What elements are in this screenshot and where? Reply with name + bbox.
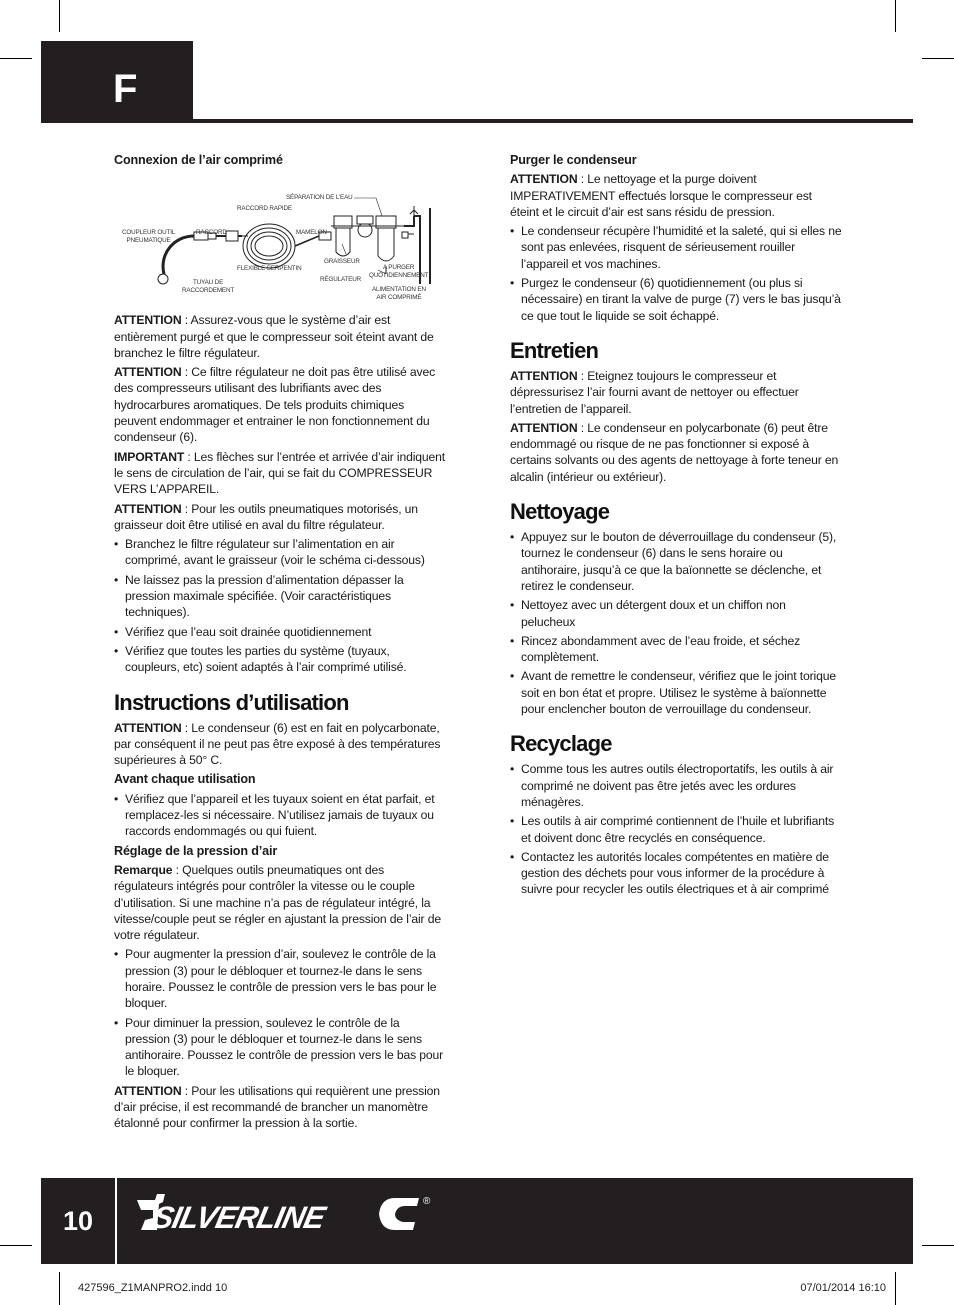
bullet-list [510,223,842,324]
list-item: • Branchez le filtre régulateur sur l’alimentation en air comprimé, avant le graisseur (voir le schéma ci-dessous) [114,536,446,569]
label-nipple: MAMELON [296,229,327,237]
bullet-list [114,946,446,1079]
list-item: • Contactez les autorités locales compétentes en matière de gestion des déchets pour vous informer de la procédure à suivre pour recycler les outils électriques et à air comprimé [510,849,842,898]
list-item: • Le condenseur récupère l’humidité et la saleté, qui si elles ne sont pas enlevées, risquent de sérieusement rouiller l’appareil et vos machines. [510,223,842,272]
list-item: • Avant de remettre le condenseur, vérifiez que le joint torique soit en bon état et propre. Utilisez le système à baïonnette pour enclencher bouton de verrouillage du condenseur. [510,668,842,717]
list-item: • Pour diminuer la pression, soulevez le contrôle de la pression (3) pour le débloquer et tournez-le dans le sens antihoraire. Poussez le contrôle de pression vers le bas pour le bloquer. [114,1015,446,1080]
attention-paragraph: ATTENTION : Le condenseur (6) est en fait en polycarbonate, par conséquent il ne peut pas être exposé à des températures supérieures à 50° C. [114,720,441,768]
bullet-list [510,761,842,897]
list-item: • Comme tous les autres outils électroportatifs, les outils à air comprimé ne doivent pas être jetés avec les ordures ménagères. [510,761,842,810]
bullet-list [114,536,446,675]
section-letter: F [113,67,138,111]
crop-mark [895,0,896,32]
crop-mark [0,58,32,59]
crop-mark [922,1245,954,1246]
maintenance-heading: Entretien [510,337,599,363]
label-connecting-hose: TUYAU DE RACCORDEMENT [182,279,235,294]
list-item: • Les outils à air comprimé contiennent de l’huile et lubrifiants et doivent donc être recyclés en conséquence. [510,813,842,846]
attention-paragraph: ATTENTION : Pour les outils pneumatiques motorisés, un graisseur doit être utilisé en aval du filtre régulateur. [114,501,418,532]
crop-mark [0,1245,32,1246]
crop-mark [59,0,60,32]
list-item: • Purgez le condenseur (6) quotidiennement (ou plus si nécessaire) en tirant la valve de purge (7) vers le bas jusqu’à ce que tout le liquide se soit échappé. [510,275,842,324]
attention-paragraph: ATTENTION : Eteignez toujours le compresseur et dépressurisez l’air fourni avant de nettoyer ou effectuer l’entretien de l’appareil. [510,368,799,416]
date-slug: 07/01/2014 16:10 [800,1282,886,1294]
right-column [510,152,842,901]
logo-graphic [133,1190,433,1240]
page-footer [41,1178,913,1264]
logo-wordmark: SILVERLINE [149,1200,328,1235]
pressure-setting-heading: Réglage de la pression d’air [114,843,278,858]
attention-paragraph: ATTENTION : Ce filtre régulateur ne doit pas être utilisé avec des compresseurs utilisant des lubrifiants avec des hydrocarbures aromatiques. De tels produits chimiques peuvent endommager et entrainer le non fonctionnement du condenseur (6). [114,365,436,445]
section-tab [41,41,193,123]
drain-heading: Purger le condenseur [510,153,637,167]
label-air-supply: ALIMENTATION EN AIR COMPRIMÉ [372,286,426,301]
silverline-logo [133,1190,433,1240]
registered-mark: ® [423,1196,431,1207]
bullet-list [114,791,446,840]
crop-mark [895,1272,896,1305]
air-connection-diagram [114,174,444,306]
important-paragraph: IMPORTANT : Les flèches sur l’entrée et arrivée d’air indiquent le sens de circulation de l’air, qui se fait du COMPRESSEUR VERS L’APPAREIL. [114,449,446,497]
list-item: • Vérifiez que toutes les parties du système (tuyaux, coupleurs, etc) soient adaptés à l’air comprimé utilisé. [114,643,446,676]
attention-paragraph: ATTENTION : Assurez-vous que le système d’air est entièrement purgé et que le compresseur soit éteint avant de branchez le filtre régulateur. [114,313,434,360]
list-item: • Ne laissez pas la pression d’alimentation dépasser la pression maximale spécifiée. (Voir caractéristiques techniques). [114,572,446,621]
list-item: • Nettoyez avec un détergent doux et un chiffon non pelucheux [510,597,842,630]
label-regulator: RÉGULATEUR [320,276,362,284]
footer-divider [115,1178,117,1264]
label-drain-daily: A PURGER QUOTIDIENNEMENT [369,264,429,279]
list-item: • Rincez abondamment avec de l’eau froide, et séchez complètement. [510,633,842,666]
list-item: • Vérifiez que l’appareil et les tuyaux soient en état parfait, et remplacez-les si nécessaire. N’utilisez jamais de tuyaux ou raccords endommagés ou qui fuient. [114,791,446,840]
label-tool-coupler: COUPLEUR OUTIL PNEUMATIQUE [122,229,176,244]
label-lubricator: GRAISSEUR [324,258,360,266]
label-fitting: RACCORD [196,229,227,237]
bullet-list [510,529,842,717]
file-slug: 427596_Z1MANPRO2.indd 10 [78,1282,228,1294]
label-quick-coupler: RACCORD RAPIDE [237,205,292,213]
label-coil-hose: FLEXIBLE SERPENTIN [237,265,302,273]
label-water-separation: SÉPARATION DE L’EAU [286,194,353,202]
remark-paragraph: Remarque : Quelques outils pneumatiques ont des régulateurs intégrés pour contrôler la vitesse ou le couple d’utilisation. Si une machine n’a pas de régulateur intégré, la vitesse/couple peut se régler en ajustant la pression de l’air de votre régulateur. [114,862,441,943]
page-number: 10 [62,1205,94,1236]
attention-paragraph: ATTENTION : Pour les utilisations qui requièrent une pression d’air précise, il est recommandé de brancher un manomètre étalonné pour confirmer la pression à la sortie. [114,1083,440,1131]
cleaning-heading: Nettoyage [510,499,610,525]
crop-mark [922,58,954,59]
attention-paragraph: ATTENTION : Le condenseur en polycarbonate (6) peut être endommagé ou risque de ne pas fonctionner si exposé à certains solvants ou des agents de nettoyage à forte teneur en alcalin (intérieur ou extérieur). [510,420,839,484]
connexion-heading: Connexion de l’air comprimé [114,153,283,167]
recycling-heading: Recyclage [510,731,612,757]
crop-mark [59,1272,60,1305]
instructions-heading: Instructions d’utilisation [114,689,349,715]
list-item: • Vérifiez que l’eau soit drainée quotidiennement [114,624,446,640]
list-item: • Pour augmenter la pression d’air, soulevez le contrôle de la pression (3) pour le débloquer et tournez-le dans le sens horaire. Poussez le contrôle de pression vers le bas pour le bloquer. [114,946,446,1011]
list-item: • Appuyez sur le bouton de déverrouillage du condenseur (5), tournez le condenseur (6) dans le sens horaire ou antihoraire, jusqu’à ce que la baïonnette se déclenche, et retirez le condenseur. [510,529,842,594]
before-use-heading: Avant chaque utilisation [114,772,256,787]
attention-paragraph: ATTENTION : Le nettoyage et la purge doivent IMPERATIVEMENT effectués lorsque le compresseur est éteint et le circuit d’air est sans résidu de pression. [510,172,812,219]
header-rule [193,119,913,123]
left-column [114,152,446,1135]
